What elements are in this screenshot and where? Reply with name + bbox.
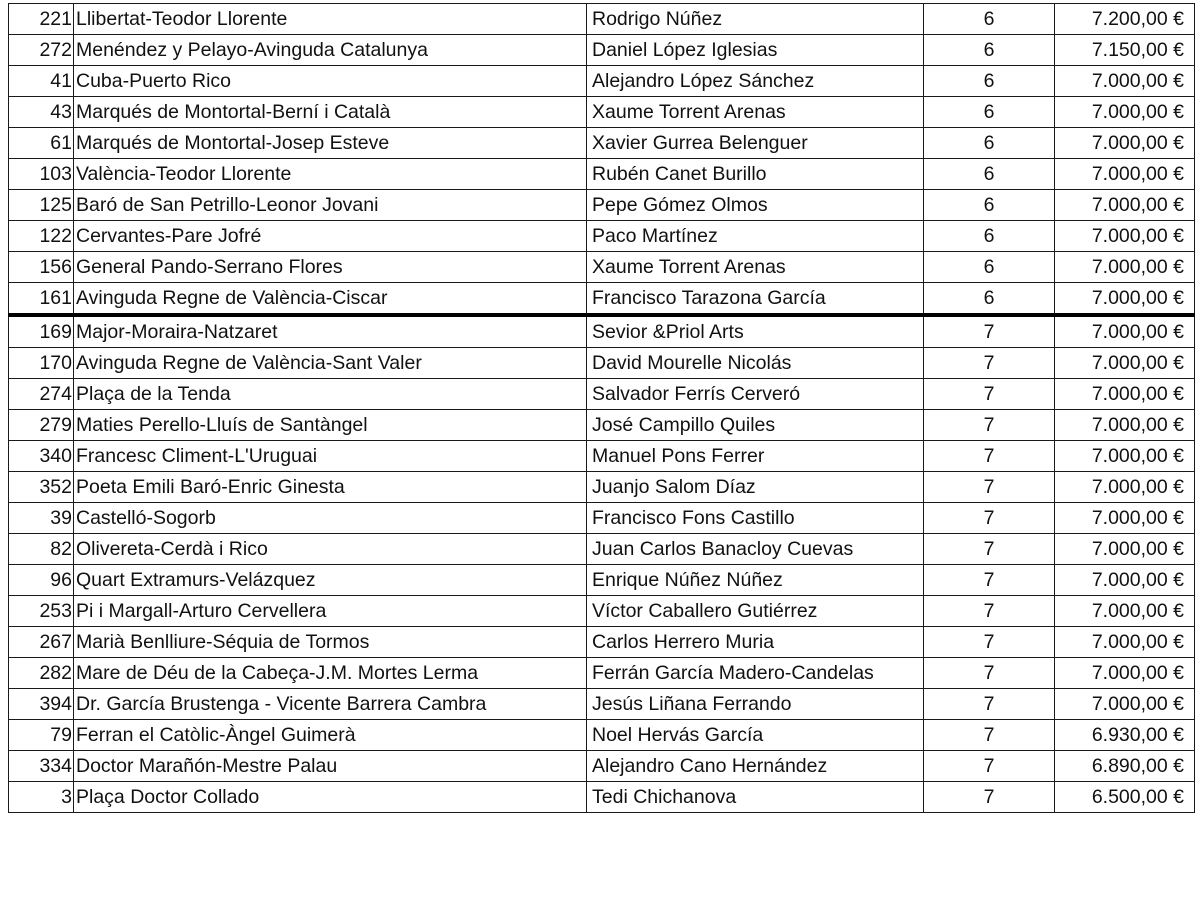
group-cell: 6 <box>924 4 1055 35</box>
row-number-cell: 96 <box>9 565 74 596</box>
table-row <box>9 565 1195 596</box>
person-cell: Sevior &Priol Arts <box>587 315 924 348</box>
table-row <box>9 410 1195 441</box>
group-cell: 7 <box>924 689 1055 720</box>
amount-cell: 7.000,00 € <box>1055 565 1195 596</box>
location-cell: Marqués de Montortal-Berní i Català <box>74 97 587 128</box>
amount-cell: 7.000,00 € <box>1055 503 1195 534</box>
person-cell: Daniel López Iglesias <box>587 35 924 66</box>
row-number-cell: 61 <box>9 128 74 159</box>
location-cell: Francesc Climent-L'Uruguai <box>74 441 587 472</box>
row-number-cell: 253 <box>9 596 74 627</box>
group-cell: 6 <box>924 35 1055 66</box>
row-number-cell: 156 <box>9 252 74 283</box>
person-cell: Xaume Torrent Arenas <box>587 252 924 283</box>
group-cell: 7 <box>924 315 1055 348</box>
group-cell: 7 <box>924 348 1055 379</box>
table-row <box>9 252 1195 283</box>
group-cell: 7 <box>924 410 1055 441</box>
person-cell: Alejandro Cano Hernández <box>587 751 924 782</box>
amount-cell: 7.000,00 € <box>1055 283 1195 316</box>
group-cell: 7 <box>924 503 1055 534</box>
amount-cell: 6.500,00 € <box>1055 782 1195 813</box>
table-row <box>9 534 1195 565</box>
row-number-cell: 274 <box>9 379 74 410</box>
table-row <box>9 4 1195 35</box>
location-cell: Cuba-Puerto Rico <box>74 66 587 97</box>
location-cell: Plaça de la Tenda <box>74 379 587 410</box>
row-number-cell: 161 <box>9 283 74 316</box>
amount-cell: 7.150,00 € <box>1055 35 1195 66</box>
amount-cell: 7.000,00 € <box>1055 658 1195 689</box>
location-cell: Castelló-Sogorb <box>74 503 587 534</box>
person-cell: Salvador Ferrís Cerveró <box>587 379 924 410</box>
group-cell: 7 <box>924 379 1055 410</box>
table-row <box>9 596 1195 627</box>
location-cell: Avinguda Regne de València-Ciscar <box>74 283 587 316</box>
location-cell: Doctor Marañón-Mestre Palau <box>74 751 587 782</box>
amount-cell: 6.890,00 € <box>1055 751 1195 782</box>
amount-cell: 7.000,00 € <box>1055 627 1195 658</box>
row-number-cell: 43 <box>9 97 74 128</box>
row-number-cell: 122 <box>9 221 74 252</box>
group-cell: 7 <box>924 658 1055 689</box>
group-cell: 6 <box>924 128 1055 159</box>
group-cell: 6 <box>924 66 1055 97</box>
person-cell: Alejandro López Sánchez <box>587 66 924 97</box>
person-cell: Francisco Fons Castillo <box>587 503 924 534</box>
row-number-cell: 41 <box>9 66 74 97</box>
location-cell: Baró de San Petrillo-Leonor Jovani <box>74 190 587 221</box>
location-cell: València-Teodor Llorente <box>74 159 587 190</box>
row-number-cell: 82 <box>9 534 74 565</box>
group-cell: 6 <box>924 97 1055 128</box>
group-cell: 7 <box>924 720 1055 751</box>
row-number-cell: 394 <box>9 689 74 720</box>
amount-cell: 7.000,00 € <box>1055 410 1195 441</box>
table-row <box>9 441 1195 472</box>
amount-cell: 7.000,00 € <box>1055 97 1195 128</box>
group-cell: 6 <box>924 221 1055 252</box>
person-cell: Jesús Liñana Ferrando <box>587 689 924 720</box>
amount-cell: 7.000,00 € <box>1055 190 1195 221</box>
amount-cell: 6.930,00 € <box>1055 720 1195 751</box>
location-cell: Quart Extramurs-Velázquez <box>74 565 587 596</box>
location-cell: General Pando-Serrano Flores <box>74 252 587 283</box>
person-cell: Tedi Chichanova <box>587 782 924 813</box>
group-cell: 7 <box>924 534 1055 565</box>
row-number-cell: 221 <box>9 4 74 35</box>
table-row <box>9 503 1195 534</box>
group-cell: 6 <box>924 283 1055 316</box>
table-row <box>9 35 1195 66</box>
amount-cell: 7.000,00 € <box>1055 472 1195 503</box>
table-row <box>9 627 1195 658</box>
group-cell: 7 <box>924 565 1055 596</box>
person-cell: Carlos Herrero Muria <box>587 627 924 658</box>
person-cell: Xaume Torrent Arenas <box>587 97 924 128</box>
person-cell: José Campillo Quiles <box>587 410 924 441</box>
location-cell: Olivereta-Cerdà i Rico <box>74 534 587 565</box>
row-number-cell: 282 <box>9 658 74 689</box>
location-cell: Ferran el Catòlic-Àngel Guimerà <box>74 720 587 751</box>
group-cell: 7 <box>924 472 1055 503</box>
row-number-cell: 125 <box>9 190 74 221</box>
table-row <box>9 128 1195 159</box>
amount-cell: 7.000,00 € <box>1055 315 1195 348</box>
table-row <box>9 221 1195 252</box>
group-cell: 7 <box>924 751 1055 782</box>
table-row <box>9 315 1195 348</box>
location-cell: Menéndez y Pelayo-Avinguda Catalunya <box>74 35 587 66</box>
amount-cell: 7.000,00 € <box>1055 128 1195 159</box>
table-row <box>9 159 1195 190</box>
table-row <box>9 658 1195 689</box>
table-body <box>9 4 1195 813</box>
location-cell: Marià Benlliure-Séquia de Tormos <box>74 627 587 658</box>
amount-cell: 7.000,00 € <box>1055 66 1195 97</box>
group-cell: 7 <box>924 596 1055 627</box>
person-cell: Juanjo Salom Díaz <box>587 472 924 503</box>
table-row <box>9 97 1195 128</box>
row-number-cell: 169 <box>9 315 74 348</box>
location-cell: Marqués de Montortal-Josep Esteve <box>74 128 587 159</box>
table-row <box>9 66 1195 97</box>
person-cell: Rodrigo Núñez <box>587 4 924 35</box>
amount-cell: 7.000,00 € <box>1055 221 1195 252</box>
person-cell: Paco Martínez <box>587 221 924 252</box>
person-cell: David Mourelle Nicolás <box>587 348 924 379</box>
amount-cell: 7.000,00 € <box>1055 252 1195 283</box>
table-row <box>9 472 1195 503</box>
person-cell: Noel Hervás García <box>587 720 924 751</box>
table-row <box>9 751 1195 782</box>
amount-cell: 7.200,00 € <box>1055 4 1195 35</box>
amount-cell: 7.000,00 € <box>1055 596 1195 627</box>
row-number-cell: 340 <box>9 441 74 472</box>
table-row <box>9 190 1195 221</box>
table-row <box>9 379 1195 410</box>
group-cell: 6 <box>924 252 1055 283</box>
row-number-cell: 79 <box>9 720 74 751</box>
location-cell: Avinguda Regne de València-Sant Valer <box>74 348 587 379</box>
person-cell: Xavier Gurrea Belenguer <box>587 128 924 159</box>
amount-cell: 7.000,00 € <box>1055 534 1195 565</box>
person-cell: Manuel Pons Ferrer <box>587 441 924 472</box>
table-row <box>9 348 1195 379</box>
person-cell: Rubén Canet Burillo <box>587 159 924 190</box>
row-number-cell: 334 <box>9 751 74 782</box>
person-cell: Ferrán García Madero-Candelas <box>587 658 924 689</box>
location-cell: Pi i Margall-Arturo Cervellera <box>74 596 587 627</box>
location-cell: Plaça Doctor Collado <box>74 782 587 813</box>
group-cell: 7 <box>924 627 1055 658</box>
amount-cell: 7.000,00 € <box>1055 379 1195 410</box>
group-cell: 6 <box>924 159 1055 190</box>
group-cell: 6 <box>924 190 1055 221</box>
row-number-cell: 272 <box>9 35 74 66</box>
table-row <box>9 689 1195 720</box>
group-cell: 7 <box>924 782 1055 813</box>
results-table <box>8 3 1195 813</box>
table-row <box>9 720 1195 751</box>
group-cell: 7 <box>924 441 1055 472</box>
person-cell: Juan Carlos Banacloy Cuevas <box>587 534 924 565</box>
row-number-cell: 352 <box>9 472 74 503</box>
person-cell: Francisco Tarazona García <box>587 283 924 316</box>
person-cell: Enrique Núñez Núñez <box>587 565 924 596</box>
person-cell: Pepe Gómez Olmos <box>587 190 924 221</box>
row-number-cell: 39 <box>9 503 74 534</box>
location-cell: Major-Moraira-Natzaret <box>74 315 587 348</box>
location-cell: Mare de Déu de la Cabeça-J.M. Mortes Lerma <box>74 658 587 689</box>
amount-cell: 7.000,00 € <box>1055 441 1195 472</box>
row-number-cell: 170 <box>9 348 74 379</box>
amount-cell: 7.000,00 € <box>1055 159 1195 190</box>
row-number-cell: 279 <box>9 410 74 441</box>
location-cell: Maties Perello-Lluís de Santàngel <box>74 410 587 441</box>
row-number-cell: 3 <box>9 782 74 813</box>
location-cell: Dr. García Brustenga - Vicente Barrera Cambra <box>74 689 587 720</box>
location-cell: Cervantes-Pare Jofré <box>74 221 587 252</box>
row-number-cell: 103 <box>9 159 74 190</box>
person-cell: Víctor Caballero Gutiérrez <box>587 596 924 627</box>
table-row <box>9 782 1195 813</box>
location-cell: Poeta Emili Baró-Enric Ginesta <box>74 472 587 503</box>
amount-cell: 7.000,00 € <box>1055 689 1195 720</box>
amount-cell: 7.000,00 € <box>1055 348 1195 379</box>
row-number-cell: 267 <box>9 627 74 658</box>
table-row <box>9 283 1195 316</box>
location-cell: Llibertat-Teodor Llorente <box>74 4 587 35</box>
